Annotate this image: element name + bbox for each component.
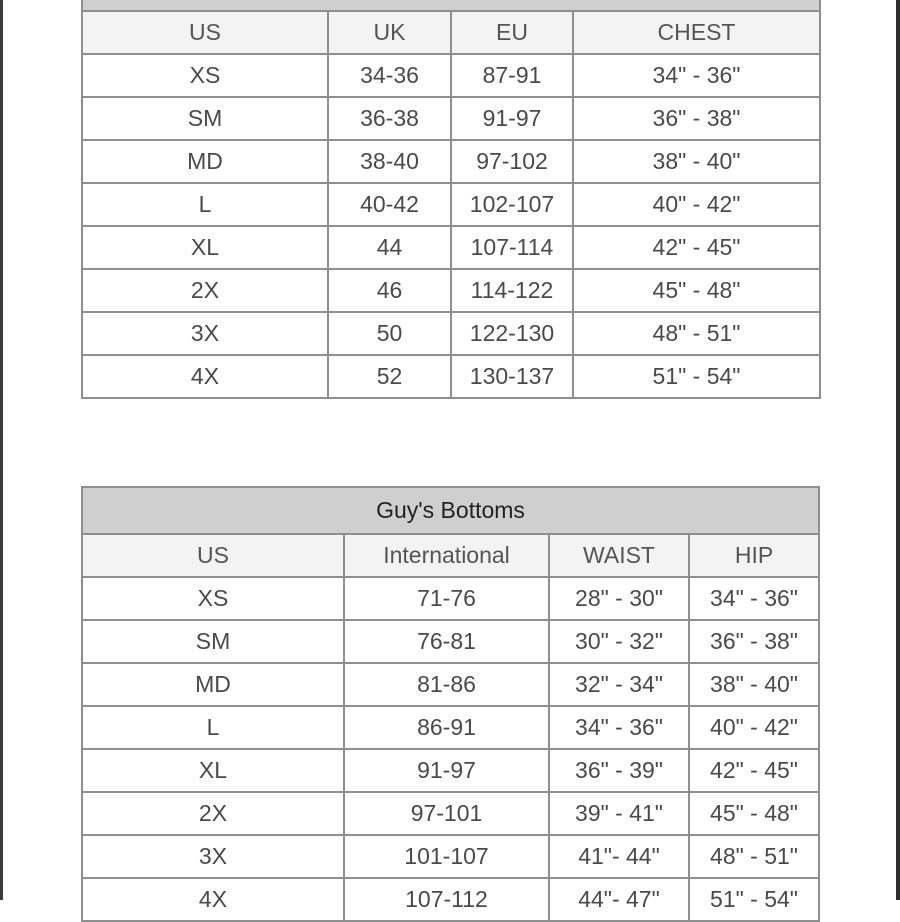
cell-us: XL	[82, 749, 344, 792]
cell-international: 107-112	[344, 878, 549, 921]
table-header-row	[82, 11, 820, 54]
table-title-row	[82, 0, 820, 11]
cell-waist: 28" - 30"	[549, 577, 689, 620]
cell-chest: 48" - 51"	[573, 312, 820, 355]
cell-us: XS	[82, 577, 344, 620]
cell-waist: 36" - 39"	[549, 749, 689, 792]
table-row	[82, 183, 820, 226]
cell-us: MD	[82, 140, 328, 183]
cell-international: 76-81	[344, 620, 549, 663]
cell-uk: 40-42	[328, 183, 451, 226]
table-row	[82, 140, 820, 183]
table-row	[82, 54, 820, 97]
table-row	[82, 706, 819, 749]
table-row	[82, 577, 819, 620]
column-header-us: US	[82, 534, 344, 577]
cell-eu: 107-114	[451, 226, 573, 269]
table-row	[82, 97, 820, 140]
cell-us: XL	[82, 226, 328, 269]
cell-international: 101-107	[344, 835, 549, 878]
cell-eu: 114-122	[451, 269, 573, 312]
cell-us: 4X	[82, 355, 328, 398]
cell-eu: 122-130	[451, 312, 573, 355]
table-row	[82, 269, 820, 312]
left-frame-edge	[0, 0, 3, 900]
cell-uk: 52	[328, 355, 451, 398]
cell-uk: 36-38	[328, 97, 451, 140]
cell-international: 86-91	[344, 706, 549, 749]
cell-us: L	[82, 706, 344, 749]
column-header-chest: CHEST	[573, 11, 820, 54]
cell-eu: 87-91	[451, 54, 573, 97]
cell-chest: 42" - 45"	[573, 226, 820, 269]
cell-hip: 48" - 51"	[689, 835, 819, 878]
table-row	[82, 835, 819, 878]
cell-eu: 97-102	[451, 140, 573, 183]
table-title-row	[82, 487, 819, 534]
cell-uk: 46	[328, 269, 451, 312]
table-row	[82, 749, 819, 792]
table-row	[82, 226, 820, 269]
cell-chest: 38" - 40"	[573, 140, 820, 183]
cell-international: 91-97	[344, 749, 549, 792]
cell-uk: 44	[328, 226, 451, 269]
table-row	[82, 792, 819, 835]
column-header-waist: WAIST	[549, 534, 689, 577]
bottoms-size-table	[81, 486, 820, 922]
cell-chest: 34" - 36"	[573, 54, 820, 97]
cell-chest: 36" - 38"	[573, 97, 820, 140]
cell-waist: 30" - 32"	[549, 620, 689, 663]
cell-us: 2X	[82, 792, 344, 835]
cell-hip: 42" - 45"	[689, 749, 819, 792]
cell-eu: 102-107	[451, 183, 573, 226]
table-row	[82, 620, 819, 663]
table-row	[82, 355, 820, 398]
cell-hip: 40" - 42"	[689, 706, 819, 749]
cell-waist: 34" - 36"	[549, 706, 689, 749]
cell-hip: 34" - 36"	[689, 577, 819, 620]
table-header-row	[82, 534, 819, 577]
column-header-hip: HIP	[689, 534, 819, 577]
column-header-eu: EU	[451, 11, 573, 54]
cell-waist: 41"- 44"	[549, 835, 689, 878]
tops-size-table	[81, 0, 821, 399]
column-header-uk: UK	[328, 11, 451, 54]
cell-chest: 51" - 54"	[573, 355, 820, 398]
cell-uk: 34-36	[328, 54, 451, 97]
cell-international: 97-101	[344, 792, 549, 835]
cell-waist: 39" - 41"	[549, 792, 689, 835]
cell-us: SM	[82, 620, 344, 663]
table-row	[82, 663, 819, 706]
cell-hip: 36" - 38"	[689, 620, 819, 663]
cell-us: 3X	[82, 835, 344, 878]
cell-hip: 51" - 54"	[689, 878, 819, 921]
cell-uk: 50	[328, 312, 451, 355]
cell-us: XS	[82, 54, 328, 97]
cell-chest: 40" - 42"	[573, 183, 820, 226]
cell-us: 3X	[82, 312, 328, 355]
cell-us: MD	[82, 663, 344, 706]
cell-hip: 45" - 48"	[689, 792, 819, 835]
cell-us: L	[82, 183, 328, 226]
cell-us: 4X	[82, 878, 344, 921]
cell-uk: 38-40	[328, 140, 451, 183]
cell-international: 81-86	[344, 663, 549, 706]
cell-eu: 91-97	[451, 97, 573, 140]
cell-us: 2X	[82, 269, 328, 312]
cell-us: SM	[82, 97, 328, 140]
right-frame-edge	[896, 0, 900, 900]
cell-waist: 32" - 34"	[549, 663, 689, 706]
table-title	[82, 0, 820, 11]
column-header-us: US	[82, 11, 328, 54]
table-row	[82, 312, 820, 355]
cell-eu: 130-137	[451, 355, 573, 398]
cell-hip: 38" - 40"	[689, 663, 819, 706]
table-title: Guy's Bottoms	[82, 487, 819, 534]
cell-international: 71-76	[344, 577, 549, 620]
column-header-international: International	[344, 534, 549, 577]
cell-waist: 44"- 47"	[549, 878, 689, 921]
cell-chest: 45" - 48"	[573, 269, 820, 312]
